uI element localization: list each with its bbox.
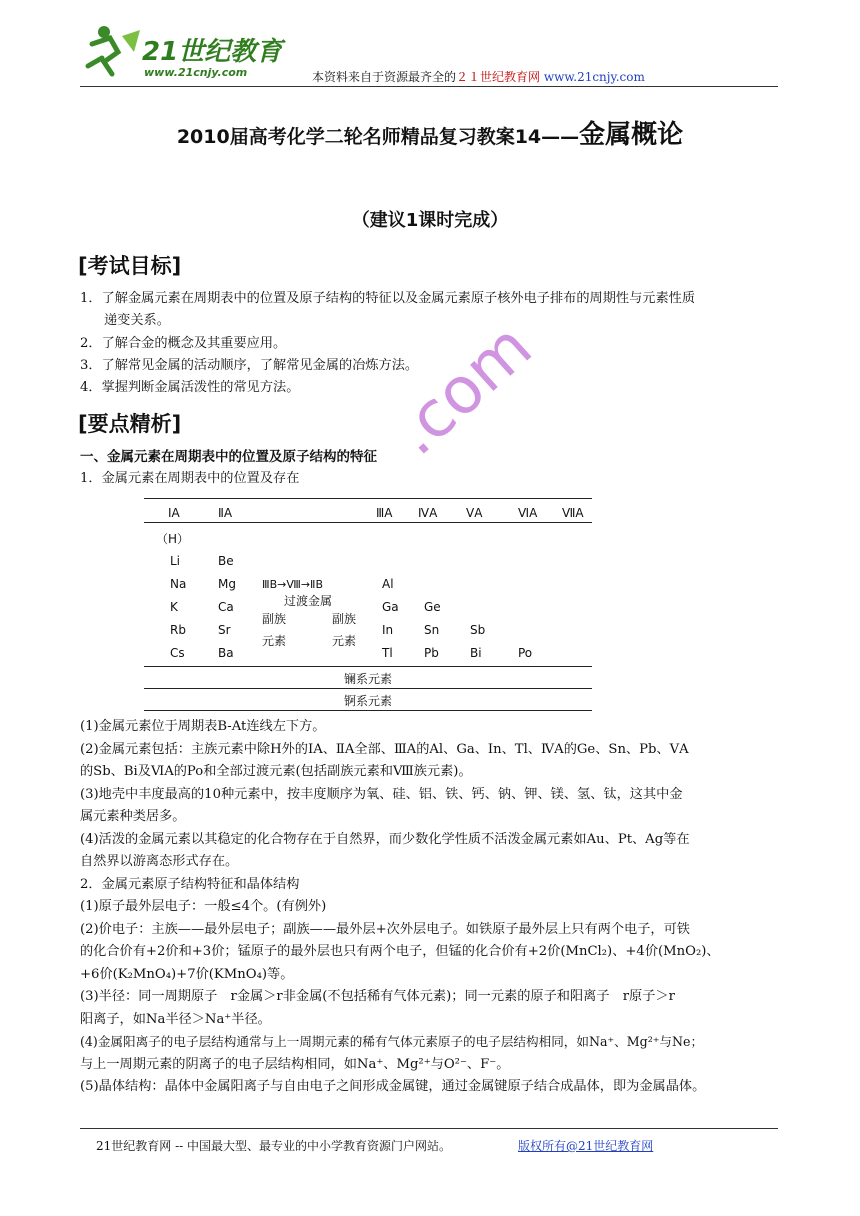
subgroup-label: 副族 [332, 612, 357, 626]
group-header: ⅡA [218, 506, 233, 520]
table-rule [144, 498, 592, 499]
header-divider [80, 86, 778, 87]
group-header: ⅢA [376, 506, 393, 520]
header-note-site[interactable]: ２１世纪教育网 [456, 70, 541, 84]
body-subheading: 2．金属元素原子结构特征和晶体结构 [80, 877, 300, 892]
body-paragraph: (3)地壳中丰度最高的10种元素中，按丰度顺序为氧、硅、铝、铁、钙、钠、钾、镁、氢、钛，这其中金 [80, 787, 683, 802]
objective-item: 1．了解金属元素在周期表中的位置及原子结构的特征以及金属元素原子核外电子排布的周期性与元素性质 [80, 291, 696, 306]
title-main: 2010届高考化学二轮名师精品复习教案14—— [176, 126, 580, 148]
table-rule [144, 688, 592, 689]
footer-text: 21世纪教育网 -- 中国最大型、最专业的中小学教育资源门户网站。 [96, 1139, 452, 1153]
body-paragraph: (3)半径：同一周期原子 r金属＞r非金属(不包括稀有气体元素)；同一元素的原子和阳离子 r原子＞r [80, 989, 675, 1004]
body-paragraph: 自然界以游离态形式存在。 [80, 854, 239, 869]
table-rule [144, 666, 592, 667]
table-rule [144, 522, 592, 523]
table-rule [144, 710, 592, 711]
element: Sb [470, 623, 486, 637]
body-paragraph: (5)晶体结构：晶体中金属阳离子与自由电子之间形成金属键，通过金属键原子结合成晶体，即为金属晶体。 [80, 1079, 706, 1094]
objective-item: 2．了解合金的概念及其重要应用。 [80, 336, 287, 351]
periodic-table-figure [144, 496, 592, 716]
subgroup-label: 元素 [262, 634, 287, 648]
element: In [382, 623, 394, 637]
footer-copyright-link[interactable]: 版权所有@21世纪教育网 [518, 1139, 654, 1153]
title-main-big: 金属概论 [579, 120, 684, 150]
body-paragraph: (2)金属元素包括：主族元素中除H外的ⅠA、ⅡA全部、ⅢA的Al、Ga、In、Tl、ⅣA的Ge、Sn、Pb、ⅤA [80, 742, 689, 757]
section-heading-objectives: [考试目标] [78, 254, 182, 278]
group-header: ⅣA [418, 506, 438, 520]
element: Li [170, 554, 181, 568]
body-paragraph: (4)活泼的金属元素以其稳定的化合物存在于自然界，而少数化学性质不活泼金属元素如Au、Pt、Ag等在 [80, 832, 690, 847]
element: Ba [218, 646, 234, 660]
element: Mg [218, 577, 236, 591]
element: Rb [170, 623, 186, 637]
actinide-label: 锕系元素 [344, 694, 393, 708]
svg-text:21世纪教育: 21世纪教育 [142, 37, 283, 67]
svg-text:www.21cnjy.com: www.21cnjy.com [144, 66, 248, 79]
lanthanide-label: 镧系元素 [344, 672, 393, 686]
element: Na [170, 577, 187, 591]
body-paragraph: (1)原子最外层电子：一般≤4个。(有例外) [80, 899, 327, 914]
body-paragraph: (4)金属阳离子的电子层结构通常与上一周期元素的稀有气体元素原子的电子层结构相同，如Na⁺、Mg²⁺与Ne； [80, 1034, 704, 1049]
element: Cs [170, 646, 185, 660]
body-paragraph: 的化合价有+2价和+3价；锰原子的最外层也只有两个电子，但锰的化合价有+2价(MnCl₂)、+4价(MnO₂)、 [80, 944, 720, 959]
site-logo [82, 22, 292, 80]
group-header: ⅤA [466, 506, 483, 520]
element: K [170, 600, 178, 614]
header-note-url[interactable]: www.21cnjy.com [543, 70, 645, 84]
body-paragraph: 属元素种类居多。 [80, 809, 186, 824]
transition-label: 过渡金属 [284, 594, 333, 608]
element: Pb [424, 646, 439, 660]
header-note-prefix: 本资料来自于资源最齐全的 [312, 70, 457, 84]
body-paragraph: 的Sb、Bi及ⅥA的Po和全部过渡元素(包括副族元素和Ⅷ族元素)。 [80, 764, 472, 779]
body-paragraph: +6价(K₂MnO₄)+7价(KMnO₄)等。 [80, 967, 294, 982]
element: Bi [470, 646, 482, 660]
document-subtitle: （建议1课时完成） [351, 210, 509, 231]
objective-item: 递变关系。 [104, 313, 170, 328]
objective-item: 3．了解常见金属的活动顺序，了解常见金属的冶炼方法。 [80, 358, 419, 373]
subsection-item: 1．金属元素在周期表中的位置及存在 [80, 471, 300, 486]
footer-divider [80, 1128, 778, 1129]
watermark-text: .com [380, 309, 547, 470]
element: Sn [424, 623, 440, 637]
element: Ga [382, 600, 399, 614]
section-heading-key-points: [要点精析] [78, 412, 182, 436]
group-header: ⅠA [168, 506, 180, 520]
element: Be [218, 554, 234, 568]
body-paragraph: 阳离子，如Na半径＞Na⁺半径。 [80, 1012, 271, 1027]
element-h: （H） [156, 532, 190, 546]
body-paragraph: (1)金属元素位于周期表B-At连线左下方。 [80, 719, 326, 734]
body-paragraph: 与上一周期元素的阴离子的电子层结构相同，如Na⁺、Mg²⁺与O²⁻、F⁻。 [80, 1057, 510, 1072]
element: Sr [218, 623, 231, 637]
group-header: ⅥA [518, 506, 538, 520]
element: Ge [424, 600, 441, 614]
subsection-heading: 一、金属元素在周期表中的位置及原子结构的特征 [80, 449, 377, 465]
element: Po [518, 646, 533, 660]
subgroup-label: 副族 [262, 612, 287, 626]
subgroup-label: 元素 [332, 634, 357, 648]
element: Tl [382, 646, 393, 660]
transition-range: ⅢB→Ⅷ→ⅡB [262, 578, 324, 591]
header-note [312, 68, 645, 85]
group-header: ⅦA [562, 506, 584, 520]
body-paragraph: (2)价电子：主族——最外层电子；副族——最外层+次外层电子。如铁原子最外层上只有两个电子，可铁 [80, 922, 690, 937]
element: Al [382, 577, 394, 591]
element: Ca [218, 600, 234, 614]
objective-item: 4．掌握判断金属活泼性的常见方法。 [80, 380, 300, 395]
document-title [0, 114, 860, 151]
